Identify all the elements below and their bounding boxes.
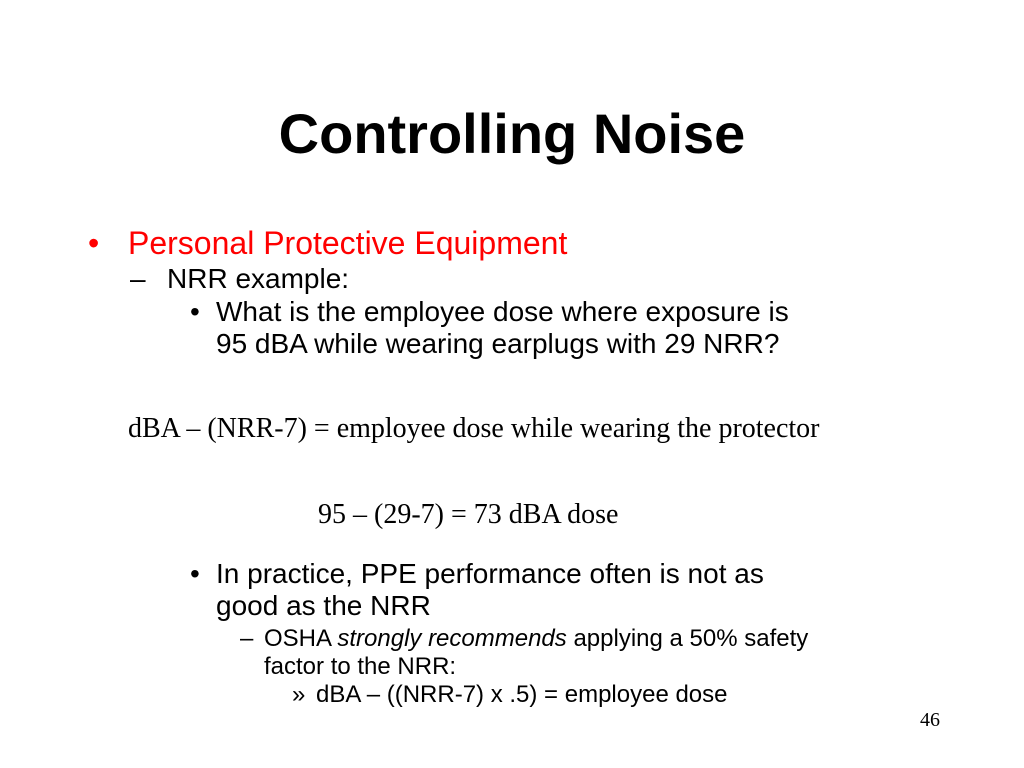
question-line-1: What is the employee dose where exposure is (216, 296, 789, 327)
bullet-icon: • (190, 558, 200, 589)
osha-line-2: factor to the NRR: (264, 653, 457, 680)
bullet-icon: • (88, 225, 100, 261)
dash-icon: – (240, 625, 254, 652)
page-number: 46 (920, 709, 940, 731)
osha-emphasis: strongly recommends (337, 625, 567, 652)
question-line-2: 95 dBA while wearing earplugs with 29 NRR? (216, 328, 780, 359)
osha-line-1 (264, 624, 808, 653)
slide-title: Controlling Noise (278, 102, 746, 165)
safety-formula: dBA – ((NRR-7) x .5) = employee dose (316, 681, 728, 708)
osha-prefix: OSHA (264, 625, 338, 652)
ppe-heading: Personal Protective Equipment (128, 225, 568, 261)
practice-line-2: good as the NRR (216, 590, 431, 621)
bullet-icon: • (190, 296, 200, 327)
nrr-example-label: NRR example: (167, 263, 350, 294)
dash-icon: – (130, 263, 146, 294)
osha-suffix: applying a 50% safety (566, 625, 809, 652)
chevron-icon: » (292, 681, 306, 708)
practice-line-1: In practice, PPE performance often is not as (216, 558, 764, 589)
dose-formula: dBA – (NRR-7) = employee dose while wearing the protector (128, 413, 820, 444)
dose-calculation: 95 – (29-7) = 73 dBA dose (318, 499, 619, 530)
